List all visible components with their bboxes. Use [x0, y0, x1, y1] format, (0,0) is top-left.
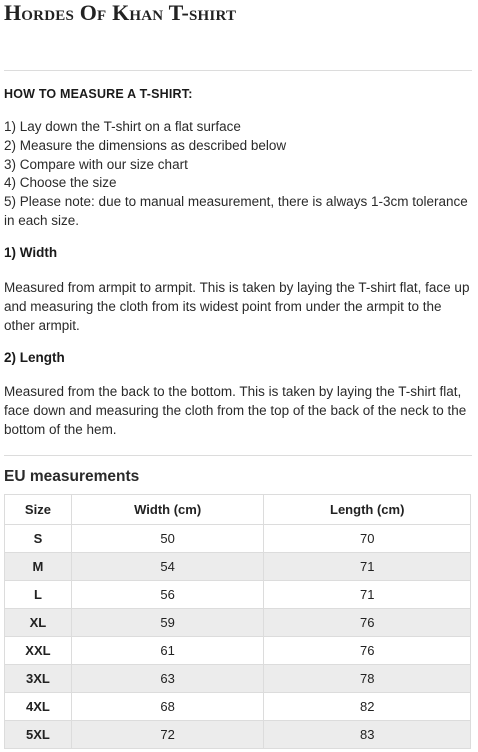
width-cell: 61	[71, 637, 264, 665]
width-cell: 54	[71, 553, 264, 581]
length-cell: 82	[264, 693, 471, 721]
table-row	[5, 581, 471, 609]
width-cell: 59	[71, 609, 264, 637]
divider	[4, 70, 472, 71]
step-item: 4) Choose the size	[4, 175, 117, 191]
table-row	[5, 637, 471, 665]
how-to-measure-heading: HOW TO MEASURE A T-SHIRT:	[4, 87, 193, 101]
measure-steps	[4, 118, 474, 231]
step-item: 1) Lay down the T-shirt on a flat surface	[4, 119, 241, 134]
size-cell: XL	[5, 609, 72, 637]
column-header-width: Width (cm)	[71, 495, 264, 525]
product-title: Hordes Of Khan T-shirt	[4, 0, 237, 25]
table-header-row	[5, 495, 471, 525]
length-description: Measured from the back to the bottom. This is taken by laying the T-shirt flat, face down and measuring the cloth from the top of the back of the neck to the bottom of the hem.	[4, 384, 467, 437]
length-cell: 76	[264, 609, 471, 637]
size-cell: XXL	[5, 637, 72, 665]
eu-measurements-heading: EU measurements	[4, 468, 140, 485]
step-item: 5) Please note: due to manual measurement, there is always 1-3cm tolerance in each size.	[4, 194, 468, 228]
width-description: Measured from armpit to armpit. This is taken by laying the T-shirt flat, face up and measuring the cloth from its widest point from under the armpit to the other armpit.	[4, 280, 470, 333]
size-cell: M	[5, 553, 72, 581]
table-row	[5, 525, 471, 553]
width-cell: 63	[71, 665, 264, 693]
column-header-size: Size	[5, 495, 72, 525]
table-row	[5, 553, 471, 581]
width-heading: 1) Width	[4, 245, 58, 260]
size-cell: L	[5, 581, 72, 609]
step-item: 3) Compare with our size chart	[4, 156, 188, 172]
size-cell: 5XL	[5, 721, 72, 749]
width-cell: 56	[71, 581, 264, 609]
width-cell: 50	[71, 525, 264, 553]
length-heading: 2) Length	[4, 350, 65, 365]
table-row	[5, 721, 471, 749]
width-cell: 68	[71, 693, 264, 721]
size-cell: S	[5, 525, 72, 553]
table-row	[5, 665, 471, 693]
length-cell: 83	[264, 721, 471, 749]
divider	[4, 455, 472, 456]
table-row	[5, 609, 471, 637]
size-cell: 4XL	[5, 693, 72, 721]
length-cell: 78	[264, 665, 471, 693]
table-row	[5, 693, 471, 721]
step-item: 2) Measure the dimensions as described below	[4, 137, 287, 153]
size-table	[4, 494, 471, 749]
column-header-length: Length (cm)	[264, 495, 471, 525]
size-cell: 3XL	[5, 665, 72, 693]
length-cell: 71	[264, 553, 471, 581]
width-cell: 72	[71, 721, 264, 749]
length-cell: 70	[264, 525, 471, 553]
length-cell: 76	[264, 637, 471, 665]
length-cell: 71	[264, 581, 471, 609]
